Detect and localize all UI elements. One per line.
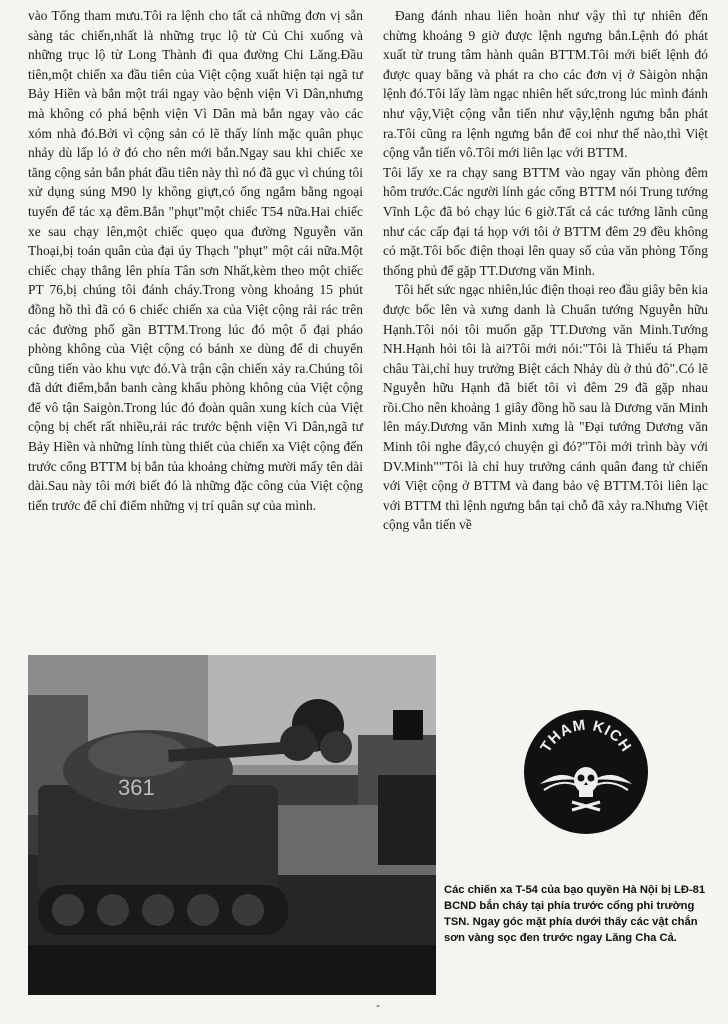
page-mark: - <box>376 998 380 1012</box>
tham-kich-badge <box>520 706 652 838</box>
tank-photo <box>28 655 436 995</box>
skull-wings-icon <box>520 706 652 838</box>
paragraph: Đang đánh nhau liên hoàn như vậy thì tự nhiên đến chừng khoảng 9 giờ được lệnh ngưng bắn.Lệnh đó phát xuất từ trung tâm hành quân BTTM.Tôi mới biết lệnh đó được quay băng và phát ra cho các đơn vị ở Sàigòn nhận lệnh đó.Tôi lấy làm ngạc nhiên hết sức,trong lúc mình đánh như vậy,Việt cộng vẫn tiến như vậy,lệnh ngưng bắn phát ra.Tôi cũng ra lệnh ngưng bắn để coi như thế nào,thì Việt cộng vẫn tiến vô.Tôi mới liên lạc với BTTM. <box>383 8 708 161</box>
right-column <box>383 6 708 535</box>
badge-text: THAM KICH <box>537 716 635 756</box>
paragraph: Tôi lấy xe ra chạy sang BTTM vào ngay văn phòng đêm hôm trước.Các người lính gác cổng BTTM nói Trung tướng Vĩnh Lộc đã bỏ chạy lúc 6 giờ.Tất cả các tướng lãnh cũng như các cấp đại tá họp với tôi ở BTTM đêm 29 đều không có mặt.Tôi bốc điện thoại lên quay số của văn phòng Tổng thống phủ để gặp TT.Dương văn Minh. <box>383 164 708 278</box>
svg-text:361: 361 <box>118 775 155 800</box>
photo-caption: Các chiến xa T-54 của bạo quyền Hà Nội bị LĐ-81 BCND bắn cháy tại phía trước cổng phi trường TSN. Ngay góc mặt phía dưới thấy các vật chắn sơn vàng sọc đen trước ngay Lăng Cha Cả. <box>444 884 706 944</box>
left-column <box>28 6 363 515</box>
tank-photo-image <box>28 655 436 995</box>
paragraph: vào Tổng tham mưu.Tôi ra lệnh cho tất cả những đơn vị sẵn sàng tác chiến,nhất là những trục lộ từ Củ Chi xuống và những trục lộ từ Long Thành đi qua đường Chi Lăng.Đầu tiên,một chiến xa đầu tiên của Việt cộng xuất hiện tại ngã tư Bảy Hiền và bắn một trái ngay vào bệnh viện Vì Dân,nhưng mà không có phá bệnh viện Vì Dân mà bắn ngay vào các xóm nhà đó.Bởi vì cộng sản có lẽ thấy lính mặc quân phục nhảy dù lấp ló ở đó cho nên mới bắn.Ngay sau khi chiếc xe tăng cộng sản bắn phát đầu tiên này thì nó đã gục vì chúng tôi xử dụng súng M90 ly không giựt,có ống ngắm bằng ngoại tuyến để tác xạ đêm.Bắn "phụt"một chiếc T54 nữa.Hai chiếc xe sau chạy lên,một chiếc quẹo qua đường Nguyễn văn Thoại,bị toán quân của đại úy Thạch "phụt" một cái nữa.Một chiếc chạy thẳng lên phía Tân sơn Nhất,kèm theo một chiếc PT 76,bị chúng tôi đánh cháy.Trong vòng khoảng 15 phút đồng hồ thì đã có 6 chiếc chiến xa của Việt cộng rải rác trên các đường phố gần BTTM.Trong lúc đó một ổ đại pháo phòng không của Việt cộng có bánh xe dùng để di chuyển cũng tiến vào khu vực đó.Và trận cận chiến xảy ra.Chúng tôi đã dứt điểm,bắn banh càng khẩu phòng không của Việt cộng để vô tận Saigòn.Trong lúc đó đoàn quân xung kích của Việt cộng bị chết rất nhiều,rải rác trước bệnh viện Vì Dân,ngã tư Bảy Hiền và những lính tùng thiết của chiến xa Việt cộng đến trước cổng BTTM bị bắn tủa khoảng chừng mười mấy tên dài dài.Sau này tôi mới biết đó là những đặc công của Việt cộng tiến trước để chỉ điểm những vị trí quân sự của mình. <box>28 8 363 513</box>
paragraph: Tôi hết sức ngạc nhiên,lúc điện thoại reo đầu giây bên kia được bốc lên và xưng danh là Chuẩn tướng Nguyễn hữu Hạnh.Tôi nói tôi muốn gặp TT.Dương văn Minh.Tướng NH.Hạnh hỏi tôi là ai?Tôi mới nói:"Tôi là Thiếu tá Phạm châu Tài,chỉ huy trưởng Biệt cách Nhảy dù ở thủ đô".Có lẽ Nguyễn hữu Hạnh đã biết tôi vì đêm 29 đã gặp nhau rồi.Cho nên khoảng 1 giây đồng hồ sau là Dương văn Minh lên máy.Dương văn Minh xưng là "Đại tướng Dương văn Minh tôi nghe đây,có chuyện gì đó?"Tôi mới trình bày với DV.Minh""Tôi là chỉ huy trưởng cánh quân đang tử chiến với Việt cộng ở BTTM và đang bảo vệ BTTM.Tôi liên lạc với BTTM thì lệnh ngưng bắn tại chỗ đã xảy ra.Nhưng Việt cộng vẫn tiến về <box>383 282 708 533</box>
